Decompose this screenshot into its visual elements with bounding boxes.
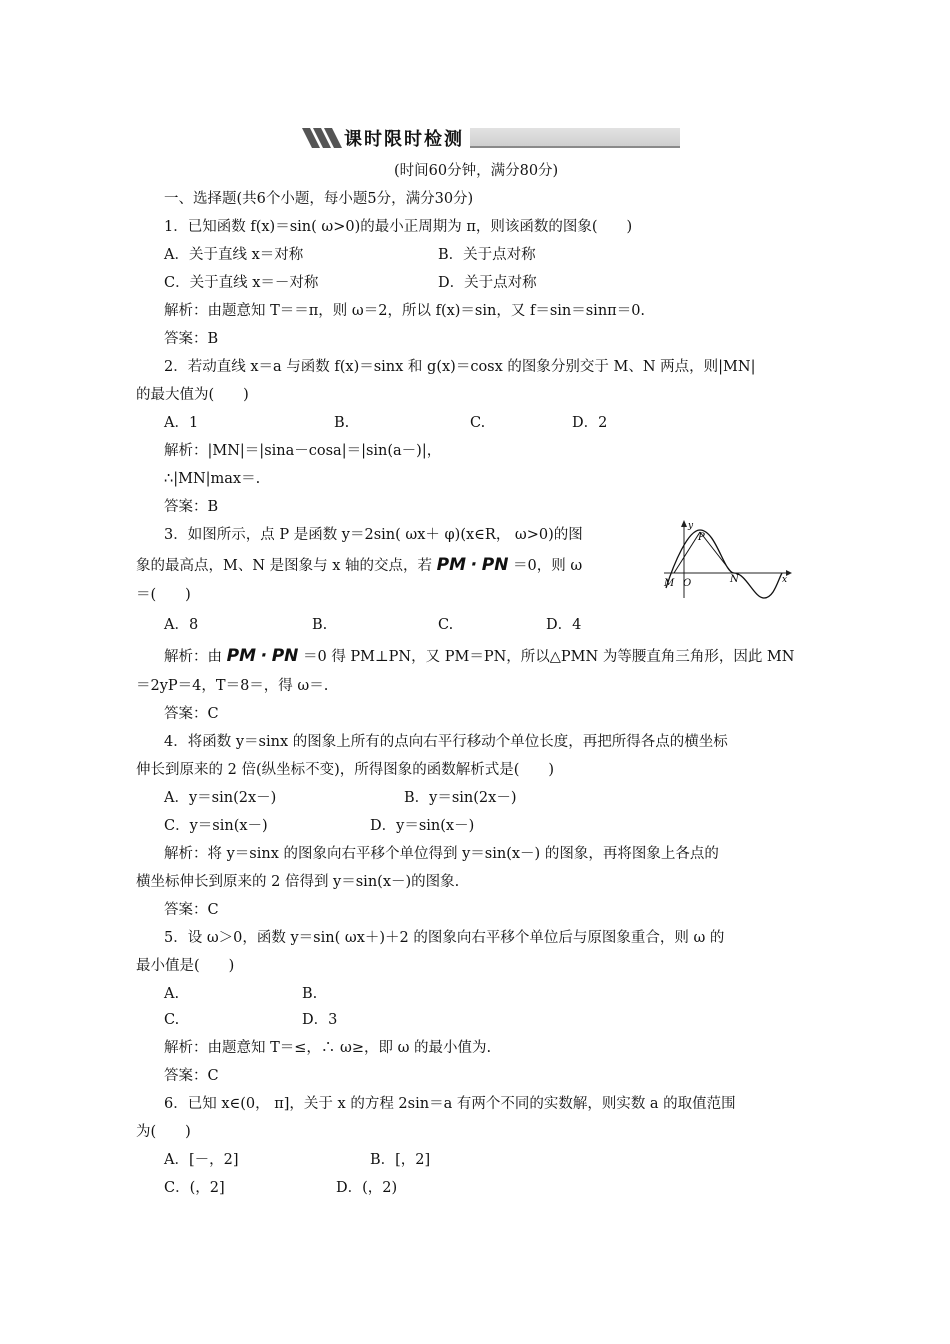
q5-option-b: B. [302, 986, 318, 1002]
graph-label-x: x [782, 575, 788, 585]
q3-stem-line2 [136, 555, 582, 576]
q5-stem-line2: 最小值是( ) [136, 958, 235, 974]
q4-option-d: D．y＝sin(x－) [370, 818, 475, 834]
q1-analysis: 解析：由题意知 T＝＝π，则 ω＝2，所以 f(x)＝sin，又 f＝sin＝sinπ＝0. [164, 303, 646, 319]
banner-stripes-icon [300, 124, 346, 150]
q4-analysis-line1: 解析：将 y＝sinx 的图象向右平移个单位得到 y＝sin(x－) 的图象，再将图象上各点的 [164, 846, 719, 862]
q1-stem: 1．已知函数 f(x)＝sin( ω>0)的最小正周期为 π，则该函数的图象( ) [164, 219, 633, 235]
q5-stem-line1: 5．设 ω＞0，函数 y＝sin( ωx＋)＋2 的图象向右平移个单位后与原图象重合，则 ω 的 [164, 930, 725, 946]
q3-stem-text-a: 象的最高点，M、N 是图象与 x 轴的交点，若 [136, 558, 433, 574]
q3-stem-line1: 3．如图所示，点 P 是函数 y＝2sin( ωx＋ φ)(x∈R， ω>0)的图 [164, 527, 583, 543]
q2-stem-line2: 的最大值为( ) [136, 387, 249, 403]
q2-analysis-line1: 解析：|MN|＝|sina－cosa|＝|sin(a－)|， [164, 443, 442, 459]
analysis-vector-pn: PN [271, 646, 299, 666]
q6-stem-line2: 为( ) [136, 1124, 191, 1140]
graph-label-y: y [688, 521, 694, 531]
q6-option-d: D．(，2) [336, 1180, 398, 1196]
q3-option-a: A．8 [164, 617, 199, 633]
q2-option-c: C. [470, 415, 486, 431]
q4-stem-line1: 4．将函数 y＝sinx 的图象上所有的点向右平行移动个单位长度，再把所得各点的横坐标 [164, 734, 728, 750]
vector-pm: PM [436, 555, 467, 575]
q2-stem-line1: 2．若动直线 x＝a 与函数 f(x)＝sinx 和 g(x)＝cosx 的图象分别交于 M、N 两点，则|MN| [164, 359, 756, 375]
q1-option-b: B．关于点对称 [438, 247, 536, 263]
section-banner [300, 124, 682, 150]
graph-label-n: N [730, 574, 739, 585]
q3-stem-text-b: ＝0，则 ω [513, 558, 583, 574]
time-limit-note: (时间60分钟，满分80分) [394, 163, 559, 179]
q3-analysis-line2: ＝2yP＝4，T＝8＝，得 ω＝. [136, 678, 329, 694]
q4-stem-line2: 伸长到原来的 2 倍(纵坐标不变)，所得图象的函数解析式是( ) [136, 762, 555, 778]
q6-stem-line1: 6．已知 x∈(0， π]，关于 x 的方程 2sin＝a 有两个不同的实数解，则实数 a 的取值范围 [164, 1096, 736, 1112]
sine-graph-figure [660, 518, 792, 600]
q1-option-c: C．关于直线 x＝－对称 [164, 275, 319, 291]
graph-label-o: O [683, 578, 692, 589]
q3-answer: 答案：C [164, 706, 219, 722]
q1-option-d: D．关于点对称 [438, 275, 537, 291]
q3-analysis-line1 [164, 646, 794, 667]
graph-label-p: P [698, 532, 705, 543]
q6-option-c: C．(，2] [164, 1180, 225, 1196]
q3-analysis-text-b: ＝0 得 PM⊥PN，又 PM＝PN，所以△PMN 为等腰直角三角形，因此 MN [302, 649, 795, 665]
graph-label-m: M [664, 578, 675, 589]
q5-option-d: D．3 [302, 1012, 338, 1028]
q2-option-d: D．2 [572, 415, 608, 431]
banner-title: 课时限时检测 [344, 125, 470, 151]
q3-option-d: D．4 [546, 617, 582, 633]
q3-analysis-text-a: 解析：由 [164, 649, 222, 665]
vector-pn: PN [481, 555, 509, 575]
q3-stem-line3: ＝( ) [136, 587, 191, 603]
q2-option-a: A．1 [164, 415, 199, 431]
analysis-dot-operator: · [260, 646, 268, 666]
q4-option-c: C．y＝sin(x－) [164, 818, 268, 834]
q1-answer: 答案：B [164, 331, 219, 347]
q6-option-b: B．[，2] [370, 1152, 431, 1168]
q6-option-a: A．[－，2] [164, 1152, 239, 1168]
q3-option-c: C. [438, 617, 454, 633]
q4-option-b: B．y＝sin(2x－) [404, 790, 517, 806]
q5-option-a: A. [164, 986, 180, 1002]
dot-operator: · [470, 555, 478, 575]
q2-option-b: B. [334, 415, 350, 431]
q3-option-b: B. [312, 617, 328, 633]
q1-option-a: A．关于直线 x＝对称 [164, 247, 304, 263]
q5-analysis: 解析：由题意知 T＝≤，∴ ω≥，即 ω 的最小值为. [164, 1040, 492, 1056]
q2-answer: 答案：B [164, 499, 219, 515]
q4-option-a: A．y＝sin(2x－) [164, 790, 277, 806]
section-heading: 一、选择题(共6个小题，每小题5分，满分30分) [164, 191, 474, 207]
q5-answer: 答案：C [164, 1068, 219, 1084]
q2-analysis-line2: ∴|MN|max＝. [164, 471, 261, 487]
q4-analysis-line2: 横坐标伸长到原来的 2 倍得到 y＝sin(x－)的图象. [136, 874, 460, 890]
q4-answer: 答案：C [164, 902, 219, 918]
analysis-vector-pm: PM [226, 646, 256, 666]
q5-option-c: C. [164, 1012, 180, 1028]
